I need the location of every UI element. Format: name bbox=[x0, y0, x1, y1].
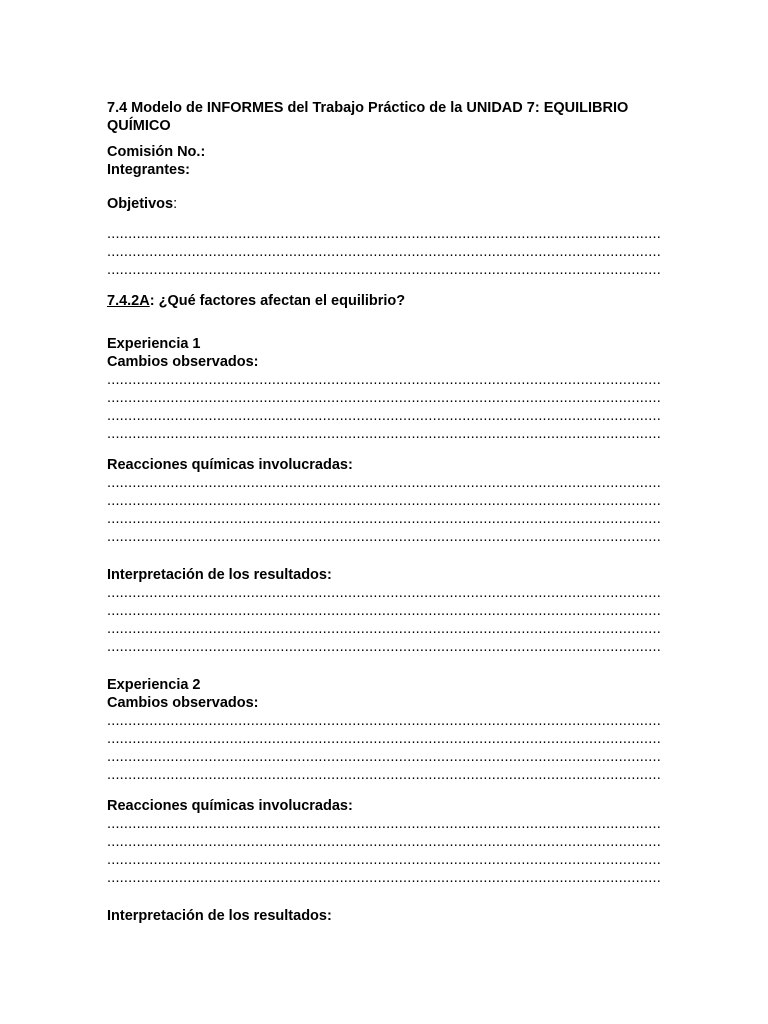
experience-1-interpretation-fill-line[interactable] bbox=[107, 584, 662, 602]
spacer bbox=[107, 213, 662, 225]
section-heading bbox=[107, 292, 662, 310]
experience-1-reactions-label: Reacciones químicas involucradas: bbox=[107, 457, 353, 473]
experience-1-interpretation-fill-line[interactable] bbox=[107, 638, 662, 656]
section-question: : ¿Qué factores afectan el equilibrio? bbox=[149, 293, 406, 309]
experience-1-changes-fill-line[interactable] bbox=[107, 425, 662, 443]
spacer bbox=[107, 784, 662, 797]
experience-2-interpretation-label: Interpretación de los resultados: bbox=[107, 908, 332, 924]
commission-label: Comisión No.: bbox=[107, 144, 206, 160]
experience-2-heading: Experiencia 2 bbox=[107, 677, 201, 693]
experience-1-changes-fill-line[interactable] bbox=[107, 389, 662, 407]
experience-2-reactions-fill-line[interactable] bbox=[107, 815, 662, 833]
experience-1-heading: Experiencia 1 bbox=[107, 336, 201, 352]
experience-1-interpretation-label: Interpretación de los resultados: bbox=[107, 567, 332, 583]
spacer bbox=[107, 887, 662, 907]
experience-1-changes-fill-line[interactable] bbox=[107, 407, 662, 425]
experience-1-reactions-fill-line[interactable] bbox=[107, 492, 662, 510]
objectives-fill-line[interactable] bbox=[107, 261, 662, 279]
spacer bbox=[107, 546, 662, 566]
spacer bbox=[107, 310, 662, 335]
experience-2-reactions-label: Reacciones químicas involucradas: bbox=[107, 798, 353, 814]
experience-2-changes-fill-line[interactable] bbox=[107, 748, 662, 766]
report-template bbox=[107, 99, 662, 925]
spacer bbox=[107, 279, 662, 292]
spacer bbox=[107, 135, 662, 143]
experience-1-reactions-fill-line[interactable] bbox=[107, 528, 662, 546]
experience-2-changes-fill-line[interactable] bbox=[107, 766, 662, 784]
objectives-fill-line[interactable] bbox=[107, 225, 662, 243]
experience-1-interpretation-fill-line[interactable] bbox=[107, 602, 662, 620]
experience-1-changes-fill-line[interactable] bbox=[107, 371, 662, 389]
members-label: Integrantes: bbox=[107, 162, 190, 178]
section-code: 7.4.2A bbox=[107, 293, 150, 309]
experience-1-interpretation-fill-line[interactable] bbox=[107, 620, 662, 638]
experience-2-changes-fill-line[interactable] bbox=[107, 730, 662, 748]
experience-2-reactions-fill-line[interactable] bbox=[107, 851, 662, 869]
experience-2-reactions-fill-line[interactable] bbox=[107, 833, 662, 851]
experience-2-reactions-fill-line[interactable] bbox=[107, 869, 662, 887]
spacer bbox=[107, 656, 662, 676]
objectives-fill-line[interactable] bbox=[107, 243, 662, 261]
spacer bbox=[107, 443, 662, 456]
experience-2-changes-fill-line[interactable] bbox=[107, 712, 662, 730]
objectives-heading bbox=[107, 195, 662, 213]
experience-2-changes-label: Cambios observados: bbox=[107, 695, 259, 711]
objectives-label: Objetivos bbox=[107, 196, 174, 212]
experience-1-reactions-fill-line[interactable] bbox=[107, 474, 662, 492]
experience-1-changes-label: Cambios observados: bbox=[107, 354, 259, 370]
experience-1-reactions-fill-line[interactable] bbox=[107, 510, 662, 528]
document-title: 7.4 Modelo de INFORMES del Trabajo Práctico de la UNIDAD 7: EQUILIBRIO QUÍMICO bbox=[107, 100, 629, 134]
spacer bbox=[107, 179, 662, 195]
objectives-colon: : bbox=[173, 196, 178, 212]
